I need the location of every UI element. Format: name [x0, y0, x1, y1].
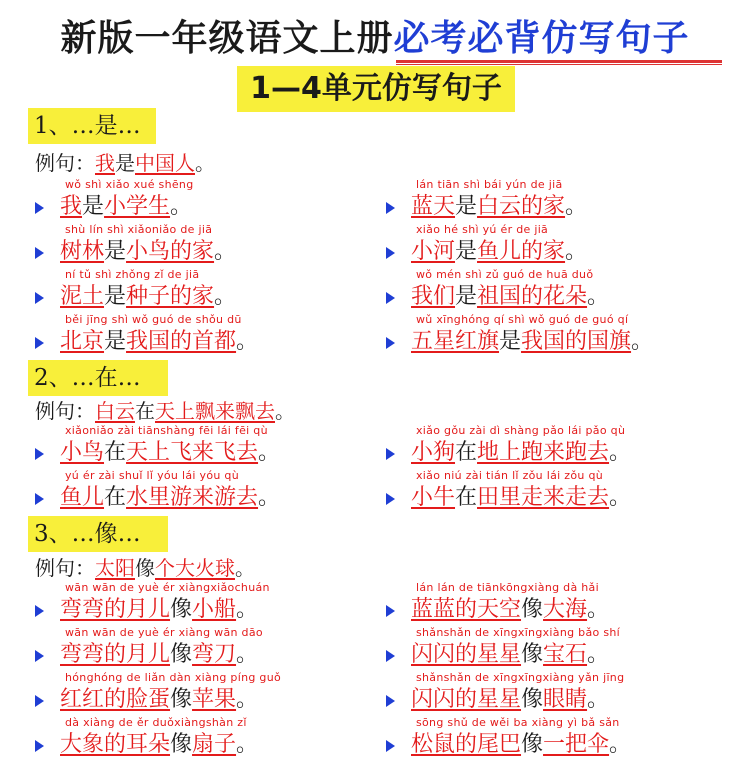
- pinyin-line: wǒ shì xiǎo xué shēng: [65, 178, 194, 191]
- sentence-punctuation: 。: [214, 239, 237, 264]
- sentence-answer: 祖国的花朵: [477, 284, 588, 309]
- sentence-answer: 苹果: [192, 687, 237, 712]
- sentence-keyword: 是: [104, 239, 127, 264]
- sentence-keyword: 在: [104, 485, 127, 510]
- pinyin-line: sōng shǔ de wěi ba xiàng yì bǎ sǎn: [416, 716, 620, 729]
- practice-sentence: [60, 484, 280, 512]
- sentence-punctuation: 。: [609, 485, 632, 510]
- sentence-punctuation: 。: [565, 194, 588, 219]
- sentence-keyword: 是: [455, 284, 478, 309]
- pinyin-line: xiǎo hé shì yú ér de jiā: [416, 223, 549, 236]
- sentence-keyword: 像: [521, 687, 544, 712]
- example-sentence: [35, 398, 295, 424]
- sentence-answer: 北京: [60, 329, 105, 354]
- sentence-answer: 种子的家: [126, 284, 215, 309]
- practice-sentence: [411, 328, 653, 356]
- sentence-answer: 小鸟: [60, 440, 105, 465]
- practice-sentence: [411, 484, 631, 512]
- sentence-keyword: 像: [170, 732, 193, 757]
- sentence-answer: 蓝蓝的天空: [411, 597, 522, 622]
- sentence-keyword: 在: [455, 485, 478, 510]
- sentence-answer: 红红的脸蛋: [60, 687, 171, 712]
- sentence-answer: 水里游来游去: [126, 485, 259, 510]
- pinyin-line: yú ér zài shuǐ lǐ yóu lái yóu qù: [65, 469, 239, 482]
- sentence-keyword: 是: [455, 239, 478, 264]
- sentence-answer: 我国的首都: [126, 329, 237, 354]
- sentence-answer: 松鼠的尾巴: [411, 732, 522, 757]
- sentence-answer: 小船: [192, 597, 237, 622]
- bullet-arrow-icon: [35, 650, 44, 662]
- bullet-arrow-icon: [386, 695, 395, 707]
- pinyin-line: shǎnshǎn de xīngxīngxiàng yǎn jīng: [416, 671, 625, 684]
- sentence-punctuation: 。: [235, 556, 255, 580]
- sentence-answer: 小狗: [411, 440, 456, 465]
- example-label: 例句：: [35, 151, 95, 175]
- pinyin-line: xiǎoniǎo zài tiānshàng fēi lái fēi qù: [65, 424, 268, 437]
- section-heading: 1、…是…: [28, 108, 156, 144]
- sentence-answer: 地上跑来跑去: [477, 440, 610, 465]
- sentence-answer: 扇子: [192, 732, 237, 757]
- sentence-answer: 弯弯的月儿: [60, 642, 171, 667]
- sentence-punctuation: 。: [631, 329, 654, 354]
- sentence-answer: 大象的耳朵: [60, 732, 171, 757]
- bullet-arrow-icon: [35, 695, 44, 707]
- pinyin-line: shù lín shì xiǎoniǎo de jiā: [65, 223, 213, 236]
- title-underline: [396, 60, 722, 63]
- sentence-keyword: 是: [455, 194, 478, 219]
- sentence-keyword: 像: [170, 597, 193, 622]
- pinyin-line: shǎnshǎn de xīngxīngxiàng bǎo shí: [416, 626, 620, 639]
- sentence-keyword: 是: [104, 284, 127, 309]
- bullet-arrow-icon: [386, 337, 395, 349]
- sentence-answer: 五星红旗: [411, 329, 500, 354]
- sentence-keyword: 是: [499, 329, 522, 354]
- sentence-keyword: 像: [521, 597, 544, 622]
- sentence-answer: 中国人: [135, 151, 195, 175]
- sentence-punctuation: 。: [214, 284, 237, 309]
- sentence-keyword: 是: [82, 194, 105, 219]
- sentence-answer: 鱼儿: [60, 485, 105, 510]
- bullet-arrow-icon: [386, 650, 395, 662]
- pinyin-line: wān wān de yuè ér xiàng wān dāo: [65, 626, 263, 639]
- sentence-answer: 弯弯的月儿: [60, 597, 171, 622]
- bullet-arrow-icon: [386, 740, 395, 752]
- bullet-arrow-icon: [35, 202, 44, 214]
- practice-sentence: [411, 731, 631, 759]
- practice-sentence: [60, 193, 192, 221]
- title-underline-thin: [396, 64, 722, 65]
- practice-sentence: [60, 328, 258, 356]
- sentence-punctuation: 。: [236, 642, 259, 667]
- pinyin-line: wǔ xīnghóng qí shì wǒ guó de guó qí: [416, 313, 629, 326]
- example-label: 例句：: [35, 556, 95, 580]
- sentence-punctuation: 。: [609, 440, 632, 465]
- bullet-arrow-icon: [35, 292, 44, 304]
- sentence-answer: 眼睛: [543, 687, 588, 712]
- sentence-answer: 田里走来走去: [477, 485, 610, 510]
- pinyin-line: běi jīng shì wǒ guó de shǒu dū: [65, 313, 242, 326]
- sentence-punctuation: 。: [275, 399, 295, 423]
- pinyin-line: ní tǔ shì zhǒng zǐ de jiā: [65, 268, 200, 281]
- section-heading: 2、…在…: [28, 360, 168, 396]
- sentence-keyword: 在: [104, 440, 127, 465]
- bullet-arrow-icon: [386, 247, 395, 259]
- sentence-keyword: 像: [170, 687, 193, 712]
- sentence-answer: 太阳: [95, 556, 135, 580]
- sentence-answer: 小学生: [104, 194, 171, 219]
- bullet-arrow-icon: [35, 493, 44, 505]
- sentence-answer: 个大火球: [155, 556, 235, 580]
- bullet-arrow-icon: [386, 605, 395, 617]
- practice-sentence: [60, 283, 236, 311]
- sentence-keyword: 是: [115, 151, 135, 175]
- practice-sentence: [411, 686, 609, 714]
- sentence-answer: 小鸟的家: [126, 239, 215, 264]
- sentence-punctuation: 。: [587, 597, 610, 622]
- sentence-answer: 我们: [411, 284, 456, 309]
- sentence-punctuation: 。: [236, 329, 259, 354]
- sentence-answer: 蓝天: [411, 194, 456, 219]
- sentence-answer: 我国的国旗: [521, 329, 632, 354]
- example-sentence: [35, 150, 215, 176]
- sentence-answer: 我: [95, 151, 115, 175]
- sentence-punctuation: 。: [236, 732, 259, 757]
- bullet-arrow-icon: [35, 605, 44, 617]
- bullet-arrow-icon: [386, 202, 395, 214]
- sentence-answer: 闪闪的星星: [411, 642, 522, 667]
- section-heading: 3、…像…: [28, 516, 168, 552]
- sentence-keyword: 是: [104, 329, 127, 354]
- practice-sentence: [60, 439, 280, 467]
- practice-sentence: [411, 439, 631, 467]
- sentence-punctuation: 。: [587, 687, 610, 712]
- sentence-punctuation: 。: [258, 440, 281, 465]
- sentence-keyword: 像: [521, 732, 544, 757]
- practice-sentence: [411, 238, 587, 266]
- sentence-answer: 鱼儿的家: [477, 239, 566, 264]
- pinyin-line: lán lán de tiānkōngxiàng dà hǎi: [416, 581, 599, 594]
- practice-sentence: [60, 731, 258, 759]
- sentence-answer: 小牛: [411, 485, 456, 510]
- sentence-keyword: 像: [170, 642, 193, 667]
- sentence-punctuation: 。: [236, 687, 259, 712]
- title-part-1: 新版一年级语文上册: [60, 18, 394, 59]
- title-part-2: 必考必背仿写句子: [393, 18, 690, 59]
- practice-sentence: [60, 641, 258, 669]
- sentence-keyword: 在: [135, 399, 155, 423]
- example-label: 例句：: [35, 399, 95, 423]
- bullet-arrow-icon: [386, 292, 395, 304]
- bullet-arrow-icon: [35, 740, 44, 752]
- example-sentence: [35, 555, 255, 581]
- sentence-punctuation: 。: [170, 194, 193, 219]
- sentence-punctuation: 。: [565, 239, 588, 264]
- bullet-arrow-icon: [35, 247, 44, 259]
- sentence-answer: 白云的家: [477, 194, 566, 219]
- pinyin-line: wǒ mén shì zǔ guó de huā duǒ: [416, 268, 594, 281]
- sentence-answer: 弯刀: [192, 642, 237, 667]
- sentence-answer: 大海: [543, 597, 588, 622]
- sentence-punctuation: 。: [587, 284, 610, 309]
- bullet-arrow-icon: [35, 337, 44, 349]
- sentence-answer: 一把伞: [543, 732, 610, 757]
- sentence-punctuation: 。: [258, 485, 281, 510]
- pinyin-line: lán tiān shì bái yún de jiā: [416, 178, 563, 191]
- sentence-answer: 泥土: [60, 284, 105, 309]
- practice-sentence: [411, 596, 609, 624]
- bullet-arrow-icon: [386, 493, 395, 505]
- sentence-punctuation: 。: [195, 151, 215, 175]
- sentence-answer: 宝石: [543, 642, 588, 667]
- practice-sentence: [411, 641, 609, 669]
- sentence-answer: 白云: [95, 399, 135, 423]
- sentence-punctuation: 。: [609, 732, 632, 757]
- sentence-answer: 闪闪的星星: [411, 687, 522, 712]
- sentence-answer: 天上飘来飘去: [155, 399, 275, 423]
- subtitle: 1—4单元仿写句子: [237, 66, 515, 112]
- pinyin-line: hónghóng de liǎn dàn xiàng píng guǒ: [65, 671, 281, 684]
- pinyin-line: wān wān de yuè ér xiàngxiǎochuán: [65, 581, 270, 594]
- sentence-keyword: 像: [135, 556, 155, 580]
- sentence-punctuation: 。: [587, 642, 610, 667]
- practice-sentence: [411, 193, 587, 221]
- practice-sentence: [411, 283, 609, 311]
- practice-sentence: [60, 596, 258, 624]
- sentence-keyword: 在: [455, 440, 478, 465]
- pinyin-line: xiǎo gǒu zài dì shàng pǎo lái pǎo qù: [416, 424, 626, 437]
- pinyin-line: xiǎo niú zài tián lǐ zǒu lái zǒu qù: [416, 469, 604, 482]
- sentence-answer: 树林: [60, 239, 105, 264]
- pinyin-line: dà xiàng de ěr duǒxiàngshàn zǐ: [65, 716, 247, 729]
- sentence-answer: 小河: [411, 239, 456, 264]
- bullet-arrow-icon: [386, 448, 395, 460]
- sentence-punctuation: 。: [236, 597, 259, 622]
- bullet-arrow-icon: [35, 448, 44, 460]
- sentence-answer: 天上飞来飞去: [126, 440, 259, 465]
- practice-sentence: [60, 238, 236, 266]
- practice-sentence: [60, 686, 258, 714]
- sentence-answer: 我: [60, 194, 83, 219]
- sentence-keyword: 像: [521, 642, 544, 667]
